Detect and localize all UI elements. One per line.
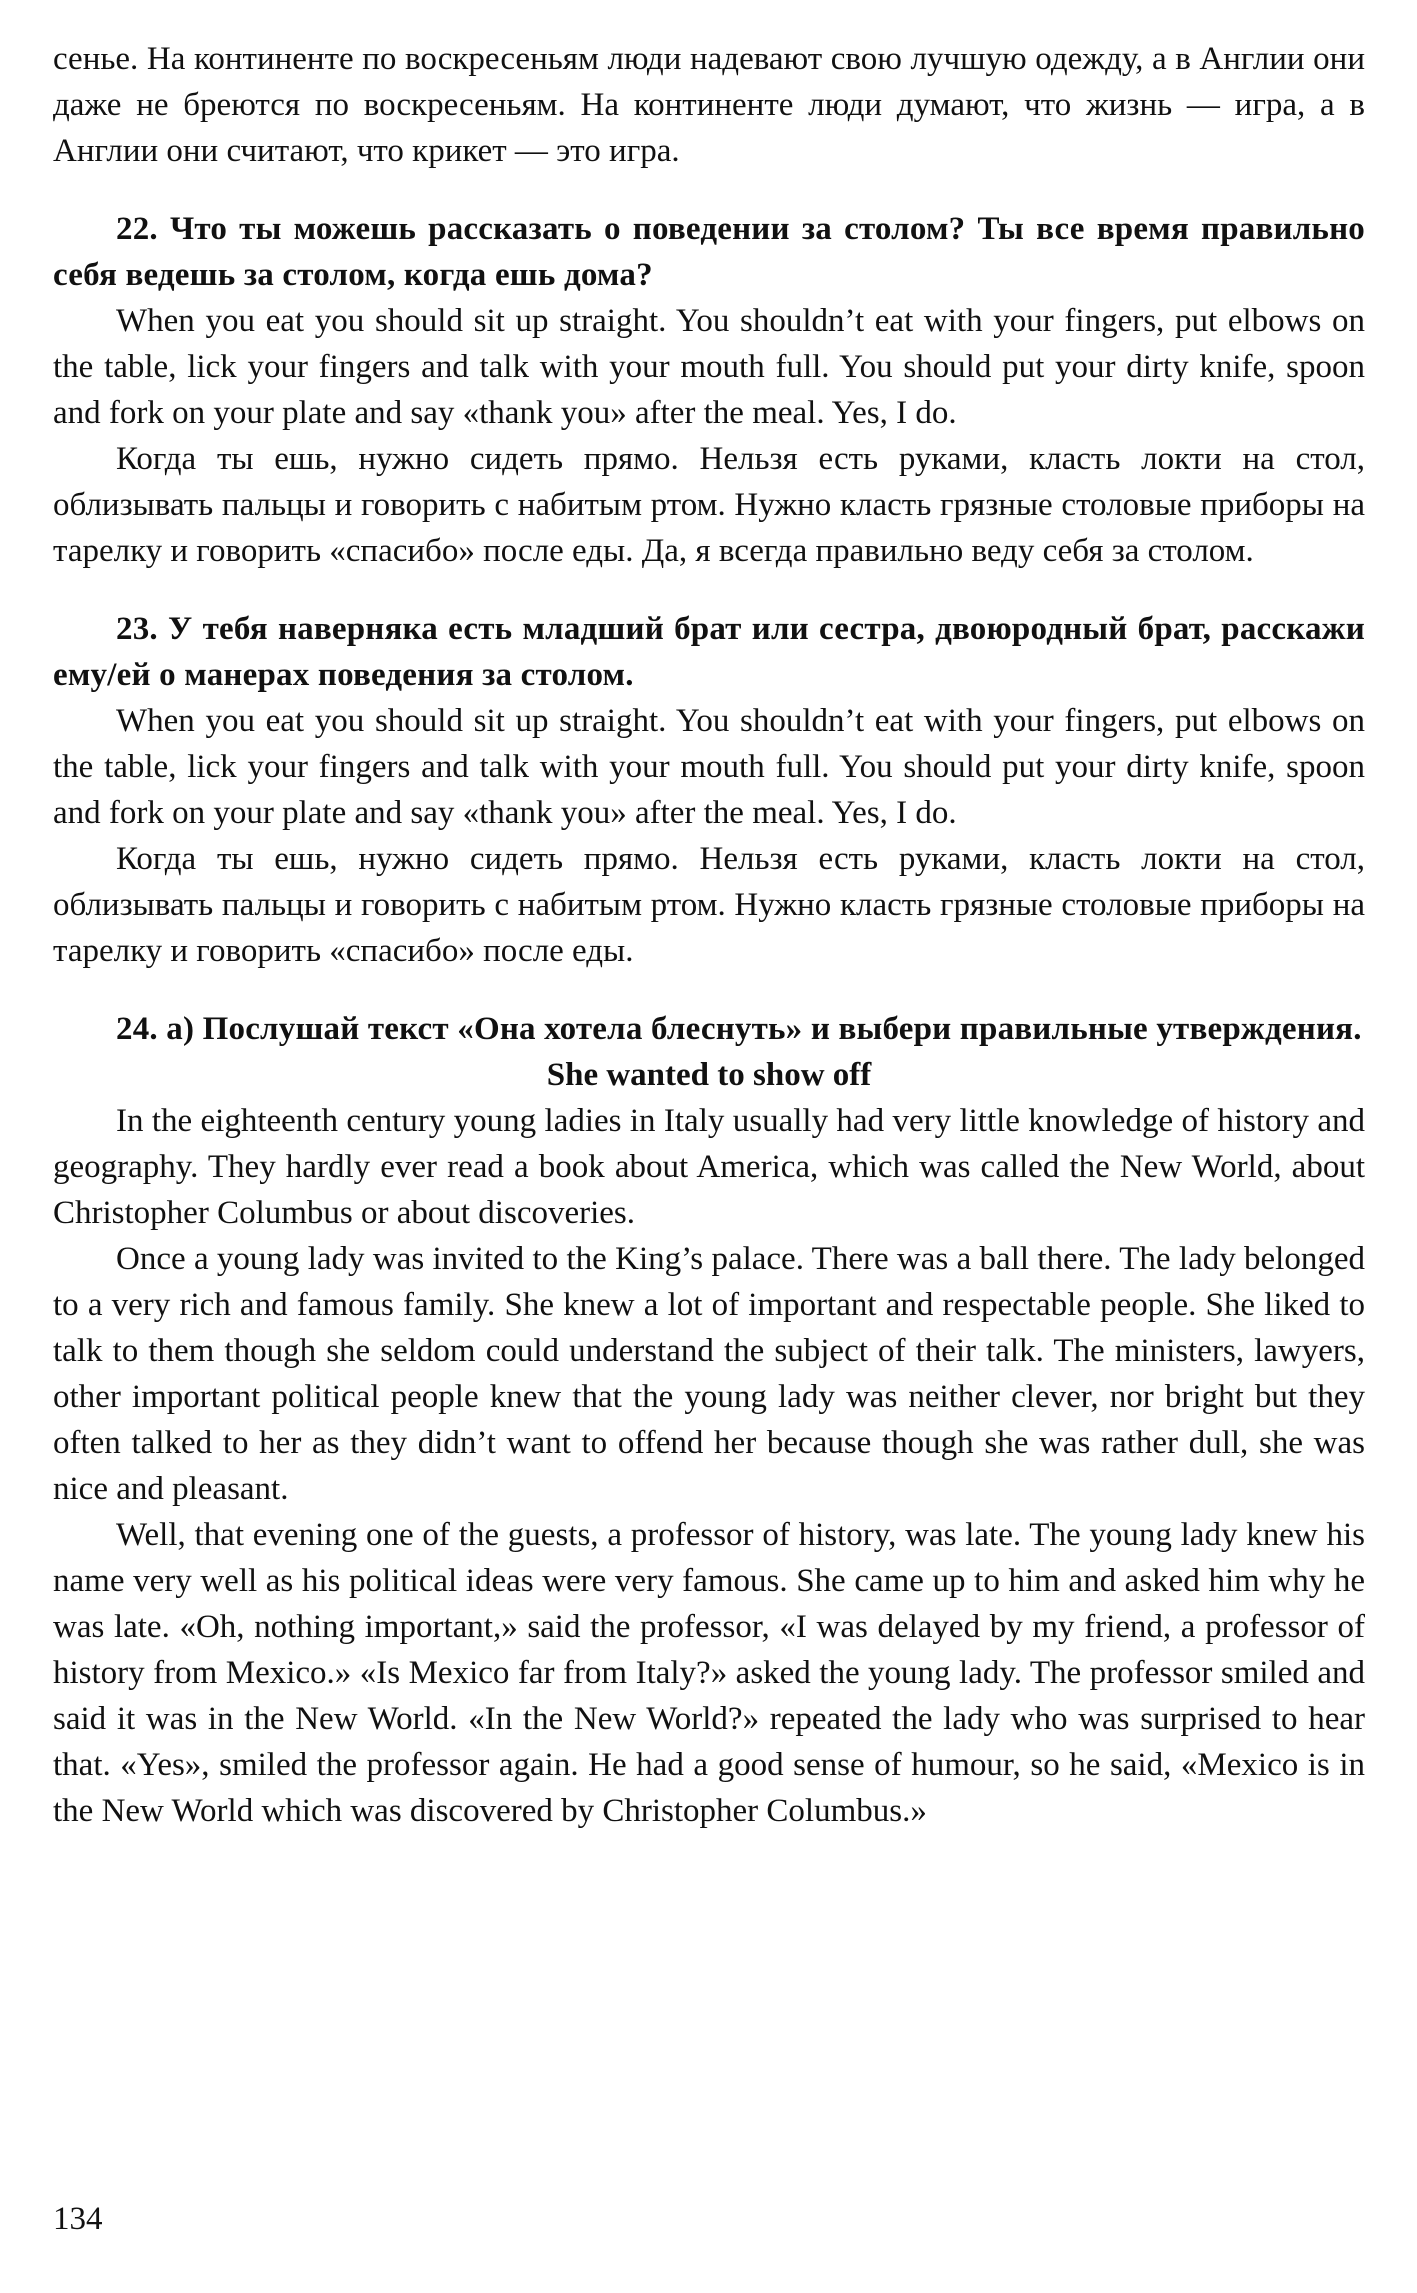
continuation-paragraph: сенье. На континенте по воскресеньям люди надевают свою лучшую одежду, а в Англии они даже не бреются по воскресеньям. На континенте люди думают, что жизнь — игра, а в Англии они считают, что крикет — это игра. — [53, 41, 1365, 169]
answer-russian: Когда ты ешь, нужно сидеть прямо. Нельзя есть руками, класть локти на стол, облизывать пальцы и говорить с набитым ртом. Нужно класть грязные столовые приборы на тарелку и говорить «спасибо» после еды. — [53, 841, 1365, 969]
story-paragraph: Well, that evening one of the guests, a professor of history, was late. The young lady knew his name very well as his political ideas were very famous. She came up to him and asked him why he was late. «Oh, nothing important,» said the professor, «I was delayed by my friend, a professor of history from Mexico.» «Is Mexico far from Italy?» asked the young lady. The professor smiled and said it was in the New World. «In the New World?» repeated the lady who was surprised to hear that. «Yes», smiled the professor again. He had a good sense of humour, so he said, «Mexico is in the New World which was discovered by Christopher Columbus.» — [53, 1517, 1365, 1829]
book-page — [53, 36, 1365, 1834]
page-number: 134 — [53, 2201, 103, 2237]
section-23 — [53, 606, 1365, 974]
answer-russian: Когда ты ешь, нужно сидеть прямо. Нельзя есть руками, класть локти на стол, облизывать пальцы и говорить с набитым ртом. Нужно класть грязные столовые приборы на тарелку и говорить «спасибо» после еды. Да, я всегда правильно веду себя за столом. — [53, 441, 1365, 569]
story-paragraph: Once a young lady was invited to the King’s palace. There was a ball there. The lady belonged to a very rich and famous family. She knew a lot of important and respectable people. She liked to talk to them though she seldom could understand the subject of their talk. The ministers, lawyers, other important political people knew that the young lady was neither clever, nor bright but they often talked to her as they didn’t want to offend her because though she was rather dull, she was nice and pleasant. — [53, 1241, 1365, 1507]
section-24 — [53, 1006, 1365, 1834]
question-heading: 23. У тебя наверняка есть младший брат или сестра, двоюродный брат, расскажи ему/ей о манерах поведения за столом. — [53, 611, 1365, 693]
answer-english: When you eat you should sit up straight. You shouldn’t eat with your fingers, put elbows on the table, lick your fingers and talk with your mouth full. You should put your dirty knife, spoon and fork on your plate and say «thank you» after the meal. Yes, I do. — [53, 303, 1365, 431]
story-paragraph: In the eighteenth century young ladies in Italy usually had very little knowledge of history and geography. They hardly ever read a book about America, which was called the New World, about Christopher Columbus or about discoveries. — [53, 1103, 1365, 1231]
story-title: She wanted to show off — [546, 1057, 872, 1093]
question-heading: 24. а) Послушай текст «Она хотела блеснуть» и выбери правильные утверждения. — [116, 1011, 1362, 1047]
question-heading: 22. Что ты можешь рассказать о поведении за столом? Ты все время правильно себя ведешь за столом, когда ешь дома? — [53, 211, 1365, 293]
answer-english: When you eat you should sit up straight. You shouldn’t eat with your fingers, put elbows on the table, lick your fingers and talk with your mouth full. You should put your dirty knife, spoon and fork on your plate and say «thank you» after the meal. Yes, I do. — [53, 703, 1365, 831]
section-22 — [53, 206, 1365, 574]
